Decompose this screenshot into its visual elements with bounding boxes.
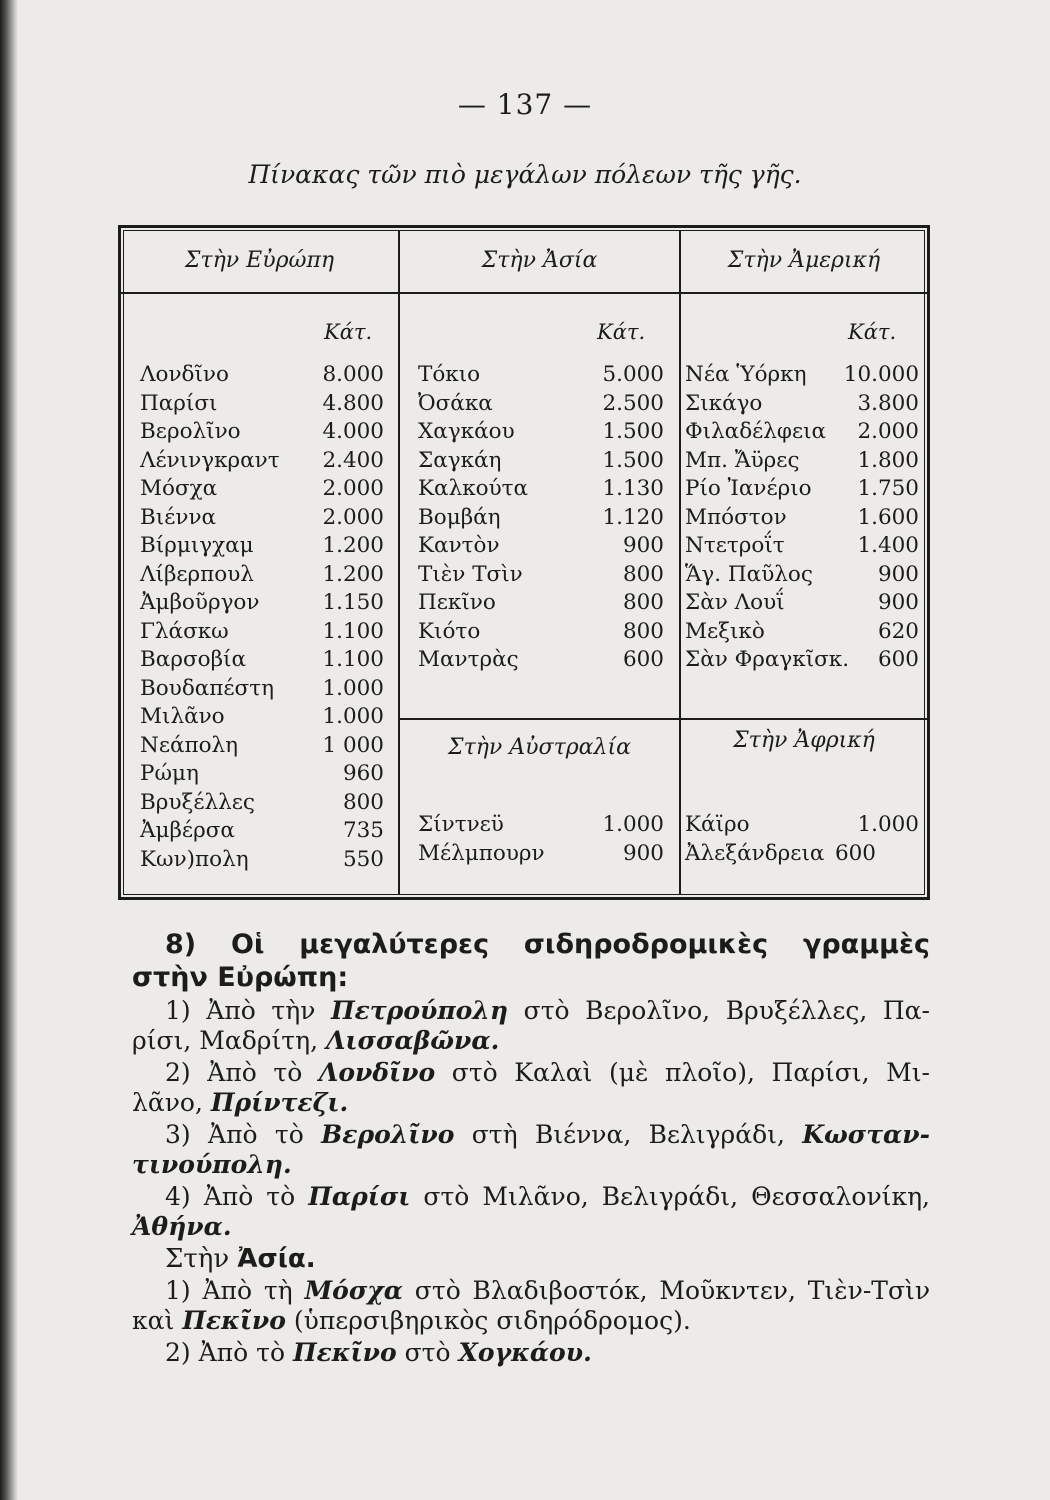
city-name: Σικάγο — [685, 390, 763, 416]
list-item: 1) Ἀπὸ τὴν Πετρούπολη στὸ Βερολῖνο, Βρυξέλλες, Πα- — [165, 996, 930, 1025]
city-value: 1.120 — [602, 504, 664, 530]
list-item-continuation: Ἀθήνα. — [132, 1212, 232, 1241]
table-row — [140, 390, 384, 419]
city-name: Βομβάη — [418, 504, 501, 530]
australia-rows — [418, 811, 664, 868]
city-name: Καντὸν — [418, 533, 500, 558]
city-value: 2.500 — [602, 390, 664, 416]
table-row — [685, 840, 919, 869]
table-row — [418, 646, 664, 675]
city-name: Ἀμβέρσα — [140, 818, 235, 843]
city-name: Σαγκάη — [418, 447, 502, 473]
city-value: 2.000 — [857, 419, 919, 444]
city-value: 600 — [622, 647, 664, 672]
city-value: 1.500 — [602, 447, 664, 473]
table-mid-rule — [399, 718, 927, 720]
city-value: 800 — [342, 789, 384, 815]
city-name: Σίντνεϋ — [418, 812, 504, 837]
city-value: 620 — [877, 618, 919, 644]
list-item: 4) Ἀπὸ τὸ Παρίσι στὸ Μιλᾶνο, Βελιγράδι, Θεσσαλονίκη, — [165, 1182, 930, 1211]
city-value: 1.400 — [857, 533, 919, 558]
city-value: 600 — [877, 647, 919, 672]
city-name: Βερολῖνο — [140, 419, 241, 444]
city-value: 550 — [342, 846, 384, 872]
city-value: 960 — [342, 761, 384, 786]
city-name: Ρίο Ἰανέριο — [685, 476, 812, 501]
table-row — [140, 846, 384, 875]
table-row — [418, 561, 664, 590]
city-name: Βρυξέλλες — [140, 789, 255, 815]
unit-asia: Κάτ. — [597, 320, 646, 344]
section-number: 8) — [165, 929, 197, 960]
city-value: 2.000 — [322, 504, 384, 530]
table-divider-2 — [679, 230, 681, 895]
header-europe: Στὴν Εὐρώπη — [184, 248, 335, 273]
city-value: 1.000 — [322, 675, 384, 701]
city-value: 800 — [622, 618, 664, 644]
city-value: 1.130 — [602, 476, 664, 501]
city-name: Κάϊρο — [685, 812, 750, 837]
table-row — [418, 840, 664, 869]
city-name: Μέλμπουρν — [418, 840, 545, 866]
table-row — [140, 447, 384, 476]
unit-europe: Κάτ. — [324, 320, 373, 344]
table-row — [685, 475, 919, 504]
table-row — [418, 811, 664, 840]
table-row — [418, 618, 664, 647]
city-value: 600 — [834, 840, 876, 866]
city-value: 1.000 — [857, 812, 919, 837]
list-item-continuation: λᾶνο, Πρίντεζι. — [132, 1088, 349, 1117]
city-value: 1.150 — [322, 590, 384, 615]
city-name: Καλκούτα — [418, 476, 529, 501]
city-value: 1.200 — [322, 533, 384, 558]
table-row — [418, 475, 664, 504]
table-row — [685, 589, 919, 618]
city-value: 900 — [622, 840, 664, 866]
city-name: Λονδῖνο — [140, 362, 229, 387]
city-value: 900 — [877, 590, 919, 615]
table-row — [418, 589, 664, 618]
table-row — [418, 504, 664, 533]
city-value: 4.800 — [322, 390, 384, 416]
city-name: Ὀσάκα — [418, 390, 493, 416]
city-value: 1 000 — [322, 732, 384, 758]
page-binding-edge — [0, 0, 18, 1500]
list-item-continuation: τινούπολη. — [132, 1150, 292, 1179]
city-name: Σὰν Λουΐ — [685, 590, 785, 615]
city-name: Κιότο — [418, 618, 481, 644]
city-value: 1.100 — [322, 618, 384, 644]
city-name: Τόκιο — [418, 362, 481, 387]
city-name: Πεκῖνο — [418, 590, 496, 615]
list-item: 2) Ἀπὸ τὸ Πεκῖνο στὸ Χογκάου. — [165, 1338, 592, 1367]
africa-rows — [685, 811, 919, 868]
section-heading-line2: στὴν Εὐρώπη: — [132, 962, 349, 993]
america-rows — [685, 361, 919, 675]
city-value: 1.000 — [322, 704, 384, 729]
table-header-rule — [121, 292, 927, 294]
city-name: Ἅγ. Παῦλος — [685, 561, 813, 587]
section-title-line1: Οἱ μεγαλύτερες σιδηροδρομικὲς γραμμὲς — [230, 929, 930, 960]
city-name: Βαρσοβία — [140, 647, 246, 672]
asia-heading: Στὴν Ἀσία. — [165, 1244, 316, 1274]
city-name: Νεάπολη — [140, 732, 239, 758]
table-title: Πίνακας τῶν πιὸ μεγάλων πόλεων τῆς γῆς. — [248, 160, 802, 189]
city-name: Μόσχα — [140, 476, 218, 501]
city-value: 4.000 — [322, 419, 384, 444]
city-value: 5.000 — [602, 362, 664, 387]
city-name: Νέα Ὑόρκη — [685, 362, 807, 387]
table-divider-1 — [398, 230, 400, 895]
table-row — [685, 532, 919, 561]
city-value: 1.800 — [857, 447, 919, 473]
city-name: Χαγκάου — [418, 419, 515, 444]
asia-rows — [418, 361, 664, 675]
city-name: Βουδαπέστη — [140, 675, 274, 701]
table-row — [140, 475, 384, 504]
header-africa: Στὴν Ἀφρική — [733, 728, 875, 753]
city-value: 800 — [622, 590, 664, 615]
city-value: 1.200 — [322, 561, 384, 587]
table-row — [140, 760, 384, 789]
table-row — [140, 817, 384, 846]
city-name: Κων)πολη — [140, 846, 249, 872]
page-number: — 137 — — [457, 88, 593, 121]
city-value: 800 — [622, 561, 664, 587]
table-row — [140, 418, 384, 447]
city-value: 1.750 — [857, 476, 919, 501]
list-item-continuation: καὶ Πεκῖνο (ὑπερσιβηρικὸς σιδηρόδρομος). — [132, 1306, 691, 1335]
city-name: Ἀμβοῦργον — [140, 590, 260, 615]
table-row — [418, 447, 664, 476]
city-value: 2.000 — [322, 476, 384, 501]
table-row — [140, 618, 384, 647]
city-name: Μαντρὰς — [418, 647, 519, 672]
city-name: Βιέννα — [140, 504, 217, 530]
city-name: Ἀλεξάνδρεια — [685, 840, 825, 866]
section-heading — [165, 928, 930, 961]
table-row — [418, 532, 664, 561]
city-name: Μεξικὸ — [685, 618, 765, 644]
city-value: 1.500 — [602, 419, 664, 444]
table-row — [685, 447, 919, 476]
city-value: 1.100 — [322, 647, 384, 672]
city-name: Ρώμη — [140, 761, 199, 786]
city-value: 900 — [877, 561, 919, 587]
table-row — [140, 646, 384, 675]
city-value: 3.800 — [857, 390, 919, 416]
table-row — [140, 561, 384, 590]
table-row — [685, 618, 919, 647]
table-row — [685, 811, 919, 840]
table-row — [418, 418, 664, 447]
city-name: Ντετροΐτ — [685, 533, 785, 558]
city-name: Σὰν Φραγκῖσκ. — [685, 647, 850, 672]
table-row — [140, 361, 384, 390]
city-name: Γλάσκω — [140, 618, 229, 644]
city-name: Λίβερπουλ — [140, 561, 254, 587]
city-value: 1.600 — [857, 504, 919, 530]
list-item: 3) Ἀπὸ τὸ Βερολῖνο στὴ Βιέννα, Βελιγράδι, Κωσταν- — [165, 1120, 931, 1149]
city-value: 10.000 — [843, 362, 919, 387]
city-value: 1.000 — [602, 812, 664, 837]
city-value: 735 — [342, 818, 384, 843]
table-row — [140, 532, 384, 561]
table-row — [685, 504, 919, 533]
table-row — [685, 646, 919, 675]
city-value: 8.000 — [322, 362, 384, 387]
table-row — [685, 390, 919, 419]
table-row — [685, 561, 919, 590]
header-australia: Στὴν Αὐστραλία — [448, 735, 631, 760]
header-asia: Στὴν Ἀσία — [481, 248, 598, 273]
unit-america: Κάτ. — [848, 320, 897, 344]
table-row — [418, 361, 664, 390]
table-row — [140, 732, 384, 761]
railway-section — [132, 928, 931, 1368]
city-name: Βίρμιγχαμ — [140, 533, 254, 558]
table-row — [140, 589, 384, 618]
table-row — [140, 504, 384, 533]
table-row — [685, 418, 919, 447]
list-item: 1) Ἀπὸ τὴ Μόσχα στὸ Βλαδιβοστόκ, Μοῦκντεν, Τιὲν-Τσὶν — [165, 1276, 931, 1305]
table-row — [418, 390, 664, 419]
city-name: Λένινγκραντ — [140, 447, 280, 473]
header-america: Στὴν Ἀμερική — [727, 248, 881, 273]
city-name: Μπόστον — [685, 504, 787, 530]
city-name: Τιὲν Τσὶν — [418, 561, 523, 587]
list-item-continuation: ρίσι, Μαδρίτη, Λισσαβῶνα. — [132, 1026, 500, 1055]
europe-rows — [140, 361, 384, 874]
city-name: Παρίσι — [140, 390, 218, 416]
city-value: 2.400 — [322, 447, 384, 473]
table-row — [140, 675, 384, 704]
city-value: 900 — [622, 533, 664, 558]
city-name: Μπ. Ἄϋρες — [685, 447, 800, 473]
list-item: 2) Ἀπὸ τὸ Λονδῖνο στὸ Καλαὶ (μὲ πλοῖο), Παρίσι, Μι- — [165, 1058, 930, 1087]
table-row — [140, 703, 384, 732]
city-name: Φιλαδέλφεια — [685, 419, 827, 444]
table-row — [140, 789, 384, 818]
city-name: Μιλᾶνο — [140, 704, 225, 729]
table-row — [685, 361, 919, 390]
